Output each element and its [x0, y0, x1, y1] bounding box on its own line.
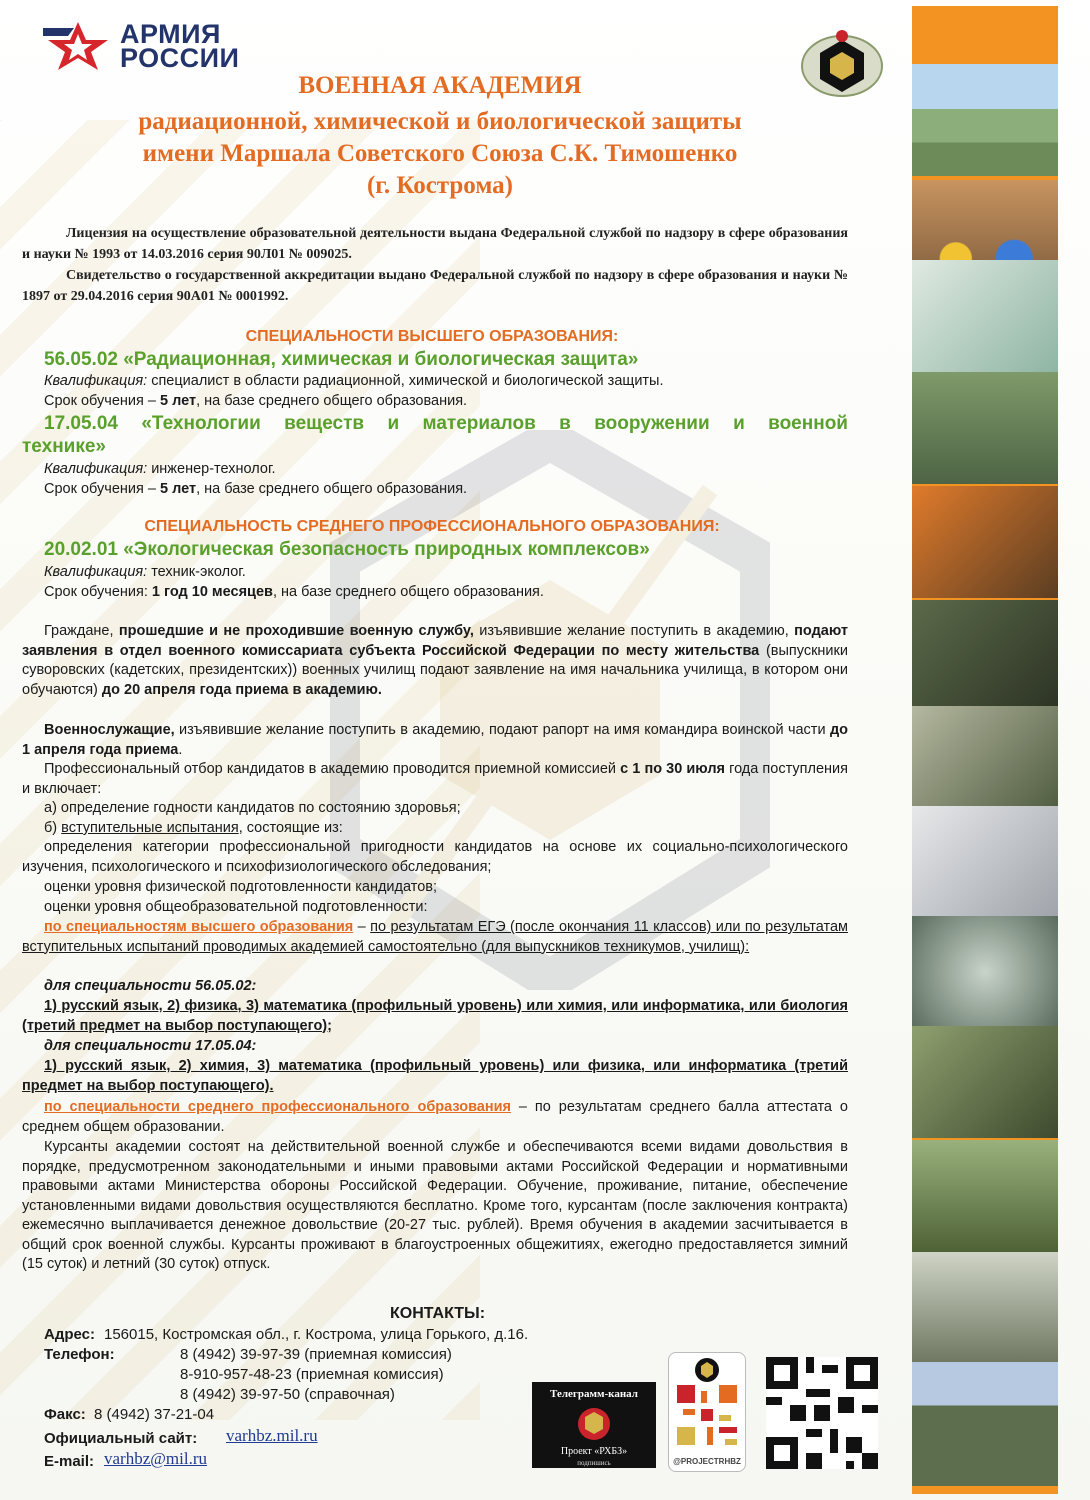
- for-spec-1: для специальности 56.05.02:: [44, 978, 257, 994]
- term-label: Срок обучения –: [44, 393, 160, 409]
- photo-gas-mask: [912, 486, 1058, 598]
- sub-item-3: оценки уровня общеобразовательной подготовленности:: [44, 899, 428, 915]
- telegram-badge[interactable]: [532, 1382, 656, 1468]
- title-city: (г. Кострома): [366, 172, 514, 199]
- text: по результатам ЕГЭ (после окончания 11 классов) или по результатам вступительных испытаний проводимых академией самостоятельно (для выпускников техникумов, училищ):: [22, 919, 848, 955]
- text: б): [44, 820, 62, 836]
- term-rest: , на базе среднего общего образования.: [196, 393, 468, 409]
- text: года поступления и включает:: [22, 761, 848, 797]
- phone-label: Телефон:: [44, 1346, 115, 1363]
- email-link[interactable]: varhbz@mil.ru: [104, 1449, 207, 1468]
- photo-robot: [912, 806, 1058, 918]
- spec2-title-b: технике»: [22, 436, 106, 457]
- photo-armored-vehicle: [912, 372, 1058, 484]
- text: прошедшие и не проходившие военную службу,: [118, 623, 474, 639]
- fax-value: 8 (4942) 37-21-04: [94, 1406, 215, 1423]
- spec2-title-a: 17.05.04 «Технологии веществ и материалов в вооружении и военной: [44, 413, 848, 434]
- spec2-qualification: [44, 459, 844, 479]
- term-value: 5 лет: [159, 481, 197, 497]
- photo-smoke: [912, 916, 1058, 1028]
- qr-code-icon: [677, 1385, 737, 1445]
- photo-protective-suit: [912, 706, 1058, 818]
- fax-label: Факс:: [44, 1406, 86, 1423]
- text: изъявившие желание поступить в академию,: [473, 623, 795, 639]
- qual-value: специалист в области радиационной, химической и биологической защиты.: [147, 373, 664, 389]
- text: до 1 апреля года приема: [22, 722, 848, 758]
- title-name: имени Маршала Советского Союза С.К. Тимошенко: [142, 140, 738, 167]
- title-academy: ВОЕННАЯ АКАДЕМИЯ: [298, 72, 582, 99]
- text: (выпускники суворовских (кадетских, президентских)) военных училищ подают заявление на имя начальника училища, в котором они обучаются): [22, 642, 848, 698]
- photo-equipment: [912, 1252, 1058, 1364]
- text: по специальностям высшего образования: [44, 919, 354, 935]
- brand-text: [120, 19, 240, 73]
- text: до 20 апреля года приема в академию.: [101, 681, 382, 698]
- spec1-title: 56.05.02 «Радиационная, химическая и биологическая защита»: [44, 349, 639, 370]
- item-b: [44, 819, 343, 839]
- brand-line-2: РОССИИ: [120, 43, 240, 73]
- photo-field-training: [912, 1140, 1058, 1252]
- qual-label: Квалификация:: [44, 564, 148, 580]
- license-text: Лицензия на осуществление образовательной деятельности выдана Федеральной службой по надзору в сфере образования и науки № 1993 от 14.03.2016 серия 90Л01 № 009025.: [22, 226, 848, 262]
- qual-label: Квалификация:: [44, 461, 148, 477]
- term-rest: , на базе среднего общего образования.: [272, 584, 544, 600]
- text: Военнослужащие,: [44, 722, 175, 738]
- address-label: Адрес:: [44, 1326, 95, 1343]
- spec3-qualification: [44, 562, 844, 582]
- phone-2: 8-910-957-48-23 (приемная комиссия): [180, 1366, 444, 1383]
- address-value: 156015, Костромская обл., г. Кострома, улица Горького, д.16.: [104, 1326, 529, 1343]
- term-label: Срок обучения:: [44, 584, 152, 600]
- spec3-title: 20.02.01 «Экологическая безопасность природных комплексов»: [44, 539, 650, 560]
- subjects-1: 1) русский язык, 2) физика, 3) математика (профильный уровень) или химия, или информатика, или биология (третий предмет на выбор поступающего);: [22, 998, 848, 1034]
- rhbz-emblem-icon: [576, 1404, 612, 1442]
- admission-selection: [22, 760, 848, 799]
- qr-caption: @PROJECTRHBZ: [673, 1457, 741, 1466]
- qual-value: техник-эколог.: [147, 564, 246, 580]
- subjects-2: 1) русский язык, 2) химия, 3) математика (профильный уровень) или физика, или информатика (третий предмет на выбор поступающего).: [22, 1058, 848, 1094]
- emblem-icon: [693, 1357, 721, 1383]
- text: , состоящие из:: [238, 820, 343, 836]
- spec3-term: [44, 582, 844, 602]
- term-value: 1 год 10 месяцев: [151, 584, 273, 600]
- text: подают заявления в отдел военного комиссариата субъекта Российской Федерации по месту жительства: [22, 623, 848, 659]
- telegram-note: подпишись: [577, 1459, 611, 1467]
- higher-heading: СПЕЦИАЛЬНОСТИ ВЫСШЕГО ОБРАЗОВАНИЯ:: [245, 328, 619, 345]
- photo-strip: [912, 6, 1058, 1494]
- sub-item-1: определения категории профессиональной пригодности кандидатов на основе их социально-психологического изучения, психологического и психофизиологического обследования;: [22, 839, 848, 875]
- sub-item-2: оценки уровня физической подготовленности кандидатов;: [44, 879, 437, 895]
- photo-ceremony: [912, 1362, 1058, 1486]
- higher-exams: [22, 918, 848, 957]
- admission-citizens: [22, 622, 848, 700]
- site-label: Официальный сайт:: [44, 1430, 198, 1447]
- project-qr-card[interactable]: [668, 1352, 746, 1472]
- spec1-qualification: [44, 371, 844, 391]
- contacts-heading: КОНТАКТЫ:: [390, 1305, 486, 1322]
- site-link[interactable]: varhbz.mil.ru: [226, 1426, 318, 1445]
- photo-soldier: [912, 600, 1058, 712]
- accreditation-text: Свидетельство о государственной аккредитации выдано Федеральной службой по надзору в сфере образования и науки № 1897 от 29.04.2016 серия 90А01 № 0001992.: [22, 268, 848, 304]
- photo-lab-work: [912, 260, 1058, 372]
- item-a: а) определение годности кандидатов по состоянию здоровья;: [44, 800, 461, 816]
- text: вступительные испытания: [61, 820, 239, 836]
- photo-campus: [912, 64, 1058, 176]
- cadets-paragraph: Курсанты академии состоят на действительной военной службе и обеспечиваются всеми видами довольствия в порядке, предусмотренном законодательными и иными правовыми актами Российской Федерации и нормативными правовыми актами Министерства обороны Российской Федерации. Обучение, проживание, питание, обеспечение установленными видами довольствия осуществляются бесплатно. Кроме того, курсантам (после заключения контракта) ежемесячно выплачивается денежное довольствие (20-27 тыс. рублей). Время обучения в академии засчитывается в общий срок военной службы. Курсанты проживают в благоустроенных общежитиях, ежегодно предоставляется зимний (15 суток) и летний (30 суток) отпуск.: [22, 1139, 848, 1272]
- term-label: Срок обучения –: [44, 481, 160, 497]
- telegram-title: Телеграмм-канал: [550, 1388, 638, 1400]
- text: изъявившие желание поступить в академию, подают рапорт на имя командира воинской части: [174, 722, 830, 738]
- photo-weapon: [912, 1026, 1058, 1138]
- spec2-term: [44, 479, 844, 499]
- text: по специальности среднего профессионального образования: [44, 1099, 511, 1115]
- title-subtitle: радиационной, химической и биологической защиты: [138, 108, 742, 135]
- qual-value: инженер-технолог.: [147, 461, 276, 477]
- text: с 1 по 30 июля: [620, 761, 725, 777]
- phone-3: 8 (4942) 39-97-50 (справочная): [180, 1386, 395, 1403]
- qual-label: Квалификация:: [44, 373, 148, 389]
- text: – по результатам среднего балла аттестата о среднем общем образовании.: [22, 1099, 848, 1135]
- spec1-term: [44, 391, 844, 411]
- for-spec-2: для специальности 17.05.04:: [44, 1038, 257, 1054]
- term-value: 5 лет: [159, 393, 197, 409]
- email-label: E-mail:: [44, 1453, 95, 1470]
- text: Граждане,: [44, 623, 119, 639]
- text: –: [353, 919, 371, 935]
- telegram-subtitle: Проект «РХБЗ»: [560, 1446, 628, 1457]
- brand-line-1: АРМИЯ: [120, 19, 221, 49]
- secondary-heading: СПЕЦИАЛЬНОСТЬ СРЕДНЕГО ПРОФЕССИОНАЛЬНОГО ОБРАЗОВАНИЯ:: [144, 518, 720, 535]
- website-qr-code-icon[interactable]: [766, 1357, 878, 1469]
- phone-1: 8 (4942) 39-97-39 (приемная комиссия): [180, 1346, 452, 1363]
- term-rest: , на базе среднего общего образования.: [196, 481, 468, 497]
- spo-exams: [22, 1098, 848, 1137]
- admission-servicemen: Военнослужащие, изъявившие желание поступить в академию, подают рапорт на имя командира воинской части до 1 апреля года приема.: [22, 722, 848, 758]
- text: Профессиональный отбор кандидатов в академию проводится приемной комиссией: [44, 761, 621, 777]
